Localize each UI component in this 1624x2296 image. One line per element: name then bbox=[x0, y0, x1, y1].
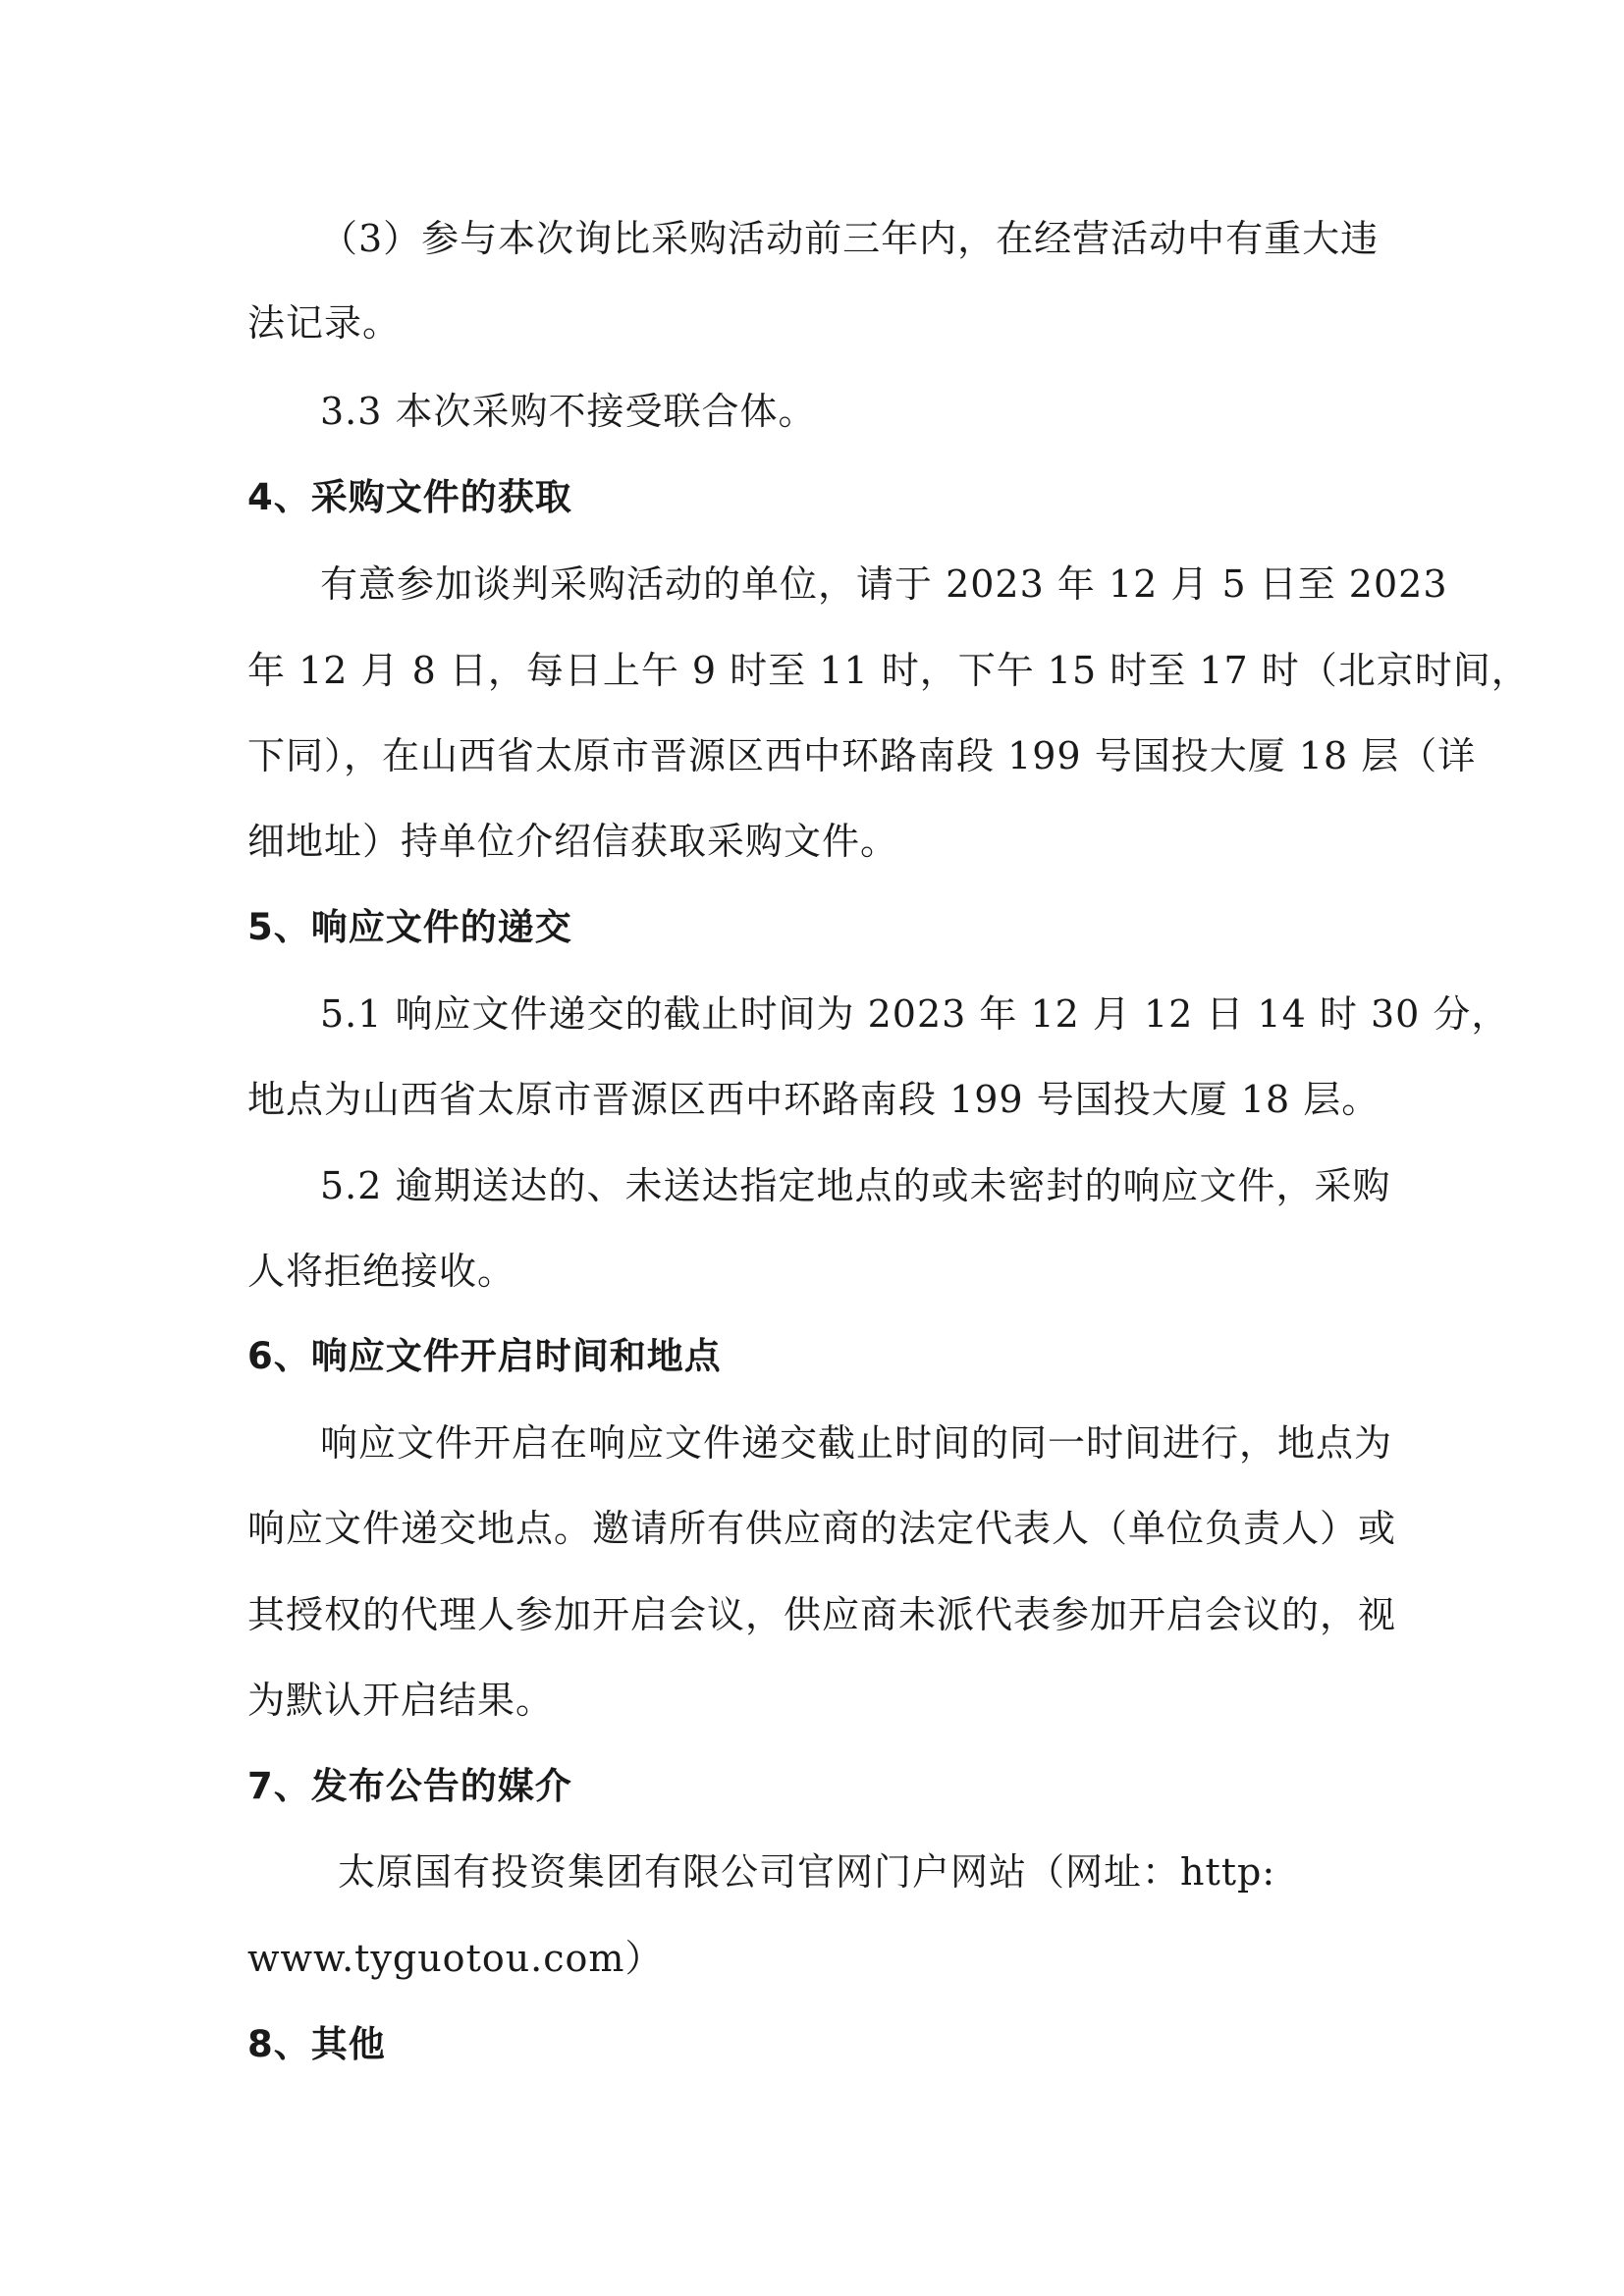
paragraph-line: 3.3 本次采购不接受联合体。 bbox=[320, 390, 817, 433]
paragraph-line: 其授权的代理人参加开启会议，供应商未派代表参加开启会议的，视 bbox=[247, 1593, 1397, 1636]
paragraph-line: 有意参加谈判采购活动的单位，请于 2023 年 12 月 5 日至 2023 bbox=[320, 562, 1448, 606]
paragraph-line: 法记录。 bbox=[247, 301, 402, 345]
paragraph-line: 为默认开启结果。 bbox=[247, 1679, 555, 1722]
paragraph-line: 太原国有投资集团有限公司官网门户网站（网址：http: bbox=[338, 1850, 1276, 1894]
paragraph-line: 细地址）持单位介绍信获取采购文件。 bbox=[247, 820, 899, 863]
paragraph-line: 年 12 月 8 日，每日上午 9 时至 11 时，下午 15 时至 17 时（北京时间， bbox=[247, 649, 1530, 692]
paragraph-line: 地点为山西省太原市晋源区西中环路南段 199 号国投大厦 18 层。 bbox=[247, 1078, 1380, 1121]
paragraph-line: 响应文件递交地点。邀请所有供应商的法定代表人（单位负责人）或 bbox=[247, 1507, 1397, 1550]
section-heading: 6、响应文件开启时间和地点 bbox=[247, 1335, 722, 1377]
paragraph-line: 5.1 响应文件递交的截止时间为 2023 年 12 月 12 日 14 时 30 分， bbox=[320, 992, 1510, 1036]
paragraph-line: （3）参与本次询比采购活动前三年内，在经营活动中有重大违 bbox=[320, 217, 1380, 260]
paragraph-line: 下同），在山西省太原市晋源区西中环路南段 199 号国投大厦 18 层（详 bbox=[247, 734, 1477, 777]
section-heading: 4、采购文件的获取 bbox=[247, 476, 572, 518]
paragraph-line: 5.2 逾期送达的、未送达指定地点的或未密封的响应文件，采购 bbox=[320, 1164, 1391, 1207]
section-heading: 5、响应文件的递交 bbox=[247, 906, 572, 948]
url-line: www.tyguotou.com） bbox=[247, 1937, 664, 1980]
section-heading: 8、其他 bbox=[247, 2023, 386, 2065]
paragraph-line: 人将拒绝接收。 bbox=[247, 1250, 516, 1293]
paragraph-line: 响应文件开启在响应文件递交截止时间的同一时间进行，地点为 bbox=[320, 1421, 1393, 1465]
section-heading: 7、发布公告的媒介 bbox=[247, 1765, 572, 1807]
